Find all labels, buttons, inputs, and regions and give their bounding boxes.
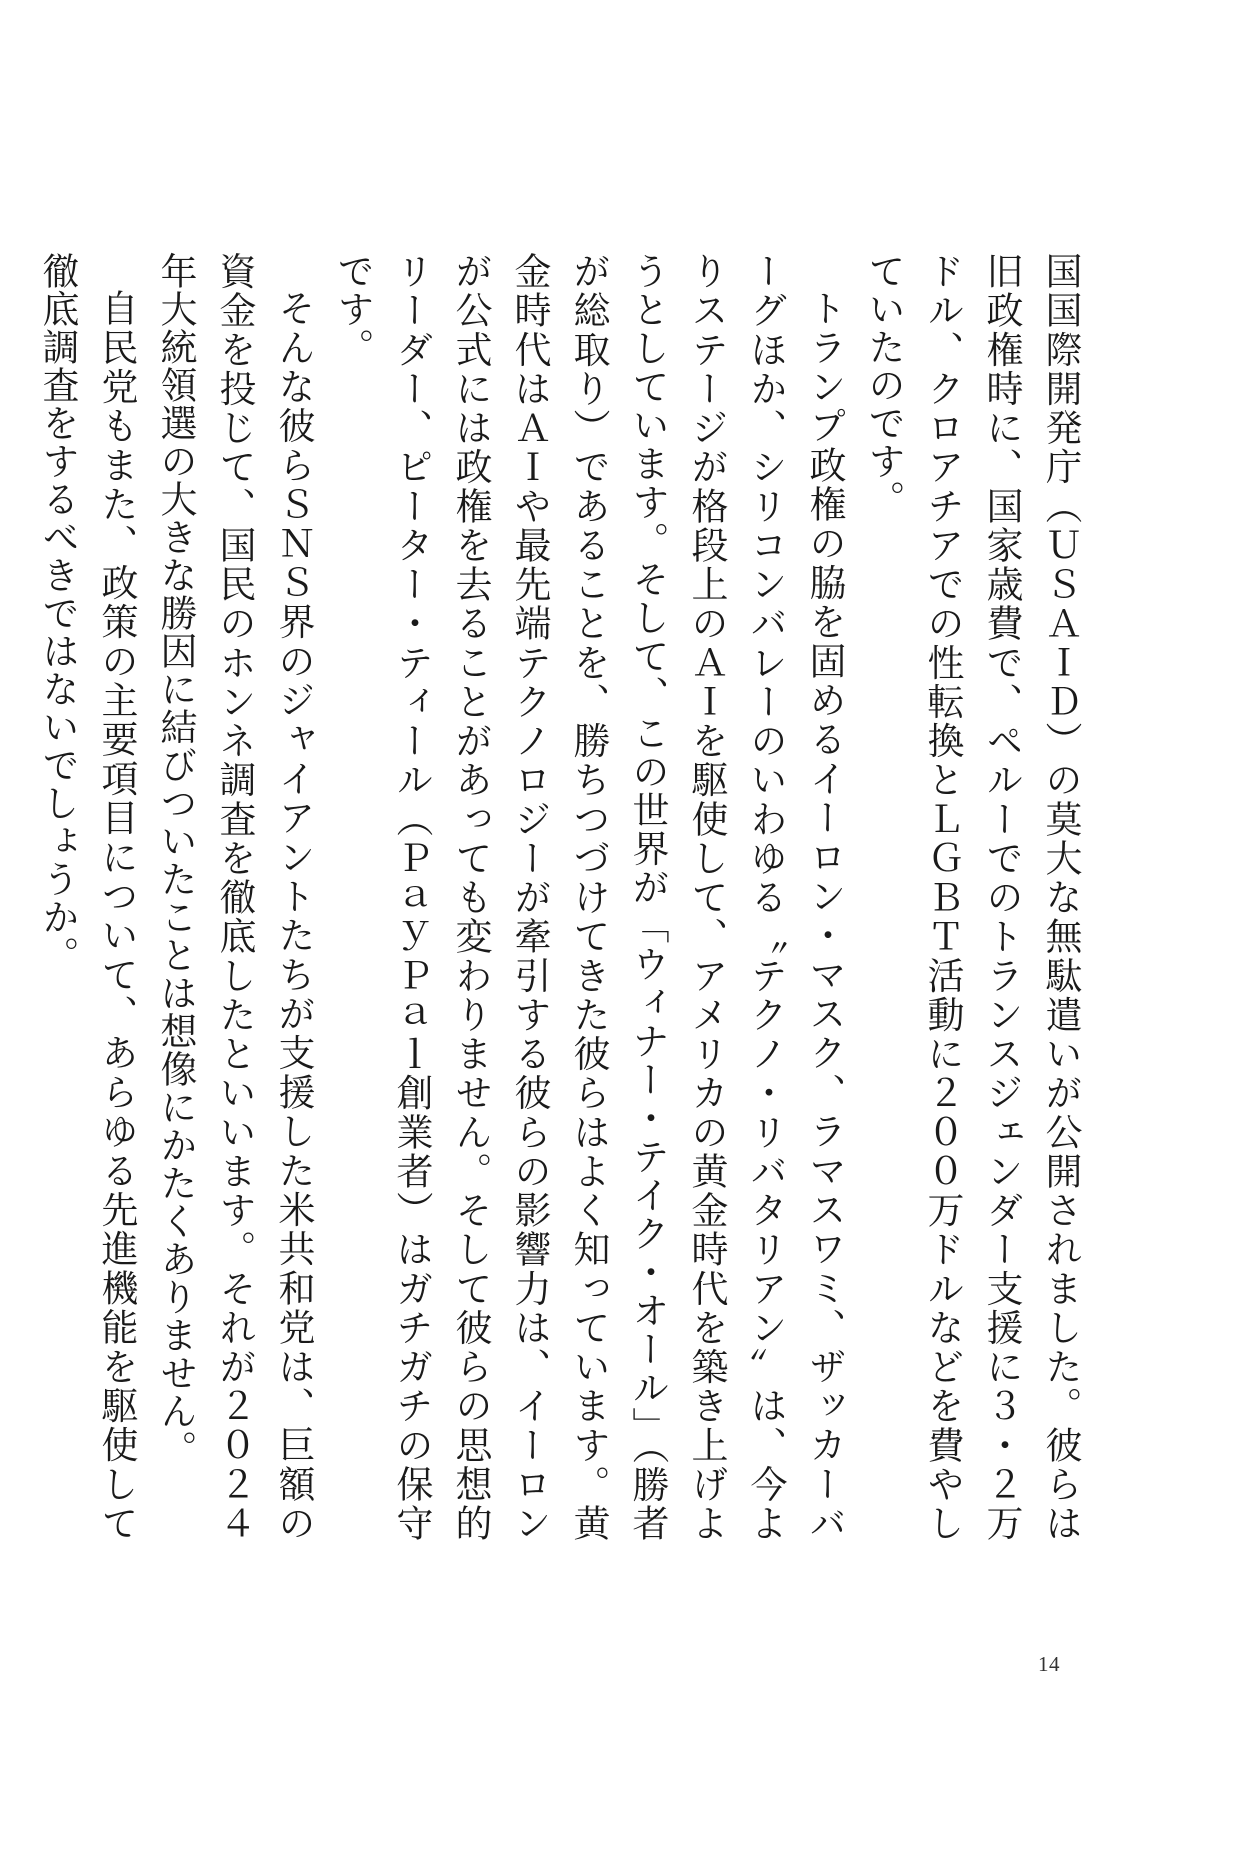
paragraph-republican-survey: そんな彼らＳＮＳ界のジャイアントたちが支援した米共和党は、巨額の資金を投じて、国民のホンネ調査を徹底したといいます。それが２０２４年大統領選の大きな勝因に結びついたことは想像にかたくありません。 (154, 252, 315, 1542)
page-number: 14 (1038, 1652, 1060, 1676)
paragraph-ldp: 自民党もまた、政策の主要項目について、あらゆる先進機能を駆使して徹底調査をするべきではないでしょうか。 (36, 252, 138, 1542)
body-text (36, 252, 1090, 1542)
paragraph-usaid: 国国際開発庁（ＵＳＡＩＤ）の莫大な無駄遣いが公開されました。彼らは旧政権時に、国家歳費で、ペルーでのトランスジェンダー支援に３・２万ドル、クロアチアでの性転換とＬＧＢＴ活動に２００万ドルなどを費やしていたのです。 (862, 252, 1082, 1542)
paragraph-techno-libertarian: トランプ政権の脇を固めるイーロン・マスク、ラマスワミ、ザッカーバーグほか、シリコンバレーのいわゆる〝テクノ・リバタリアン〟は、今よりステージが格段上のＡＩを駆使して、アメリカの黄金時代を築き上げようとしています。そして、この世界が「ウィナー・テイク・オール」（勝者が総取り）であることを、勝ちつづけてきた彼らはよく知っています。黄金時代はＡＩや最先端テクノロジーが牽引する彼らの影響力は、イーロンが公式には政権を去ることがあっても変わりません。そして彼らの思想的リーダー、ピーター・ティール（ＰａｙＰａｌ創業者）はガチガチの保守です。 (331, 252, 846, 1542)
